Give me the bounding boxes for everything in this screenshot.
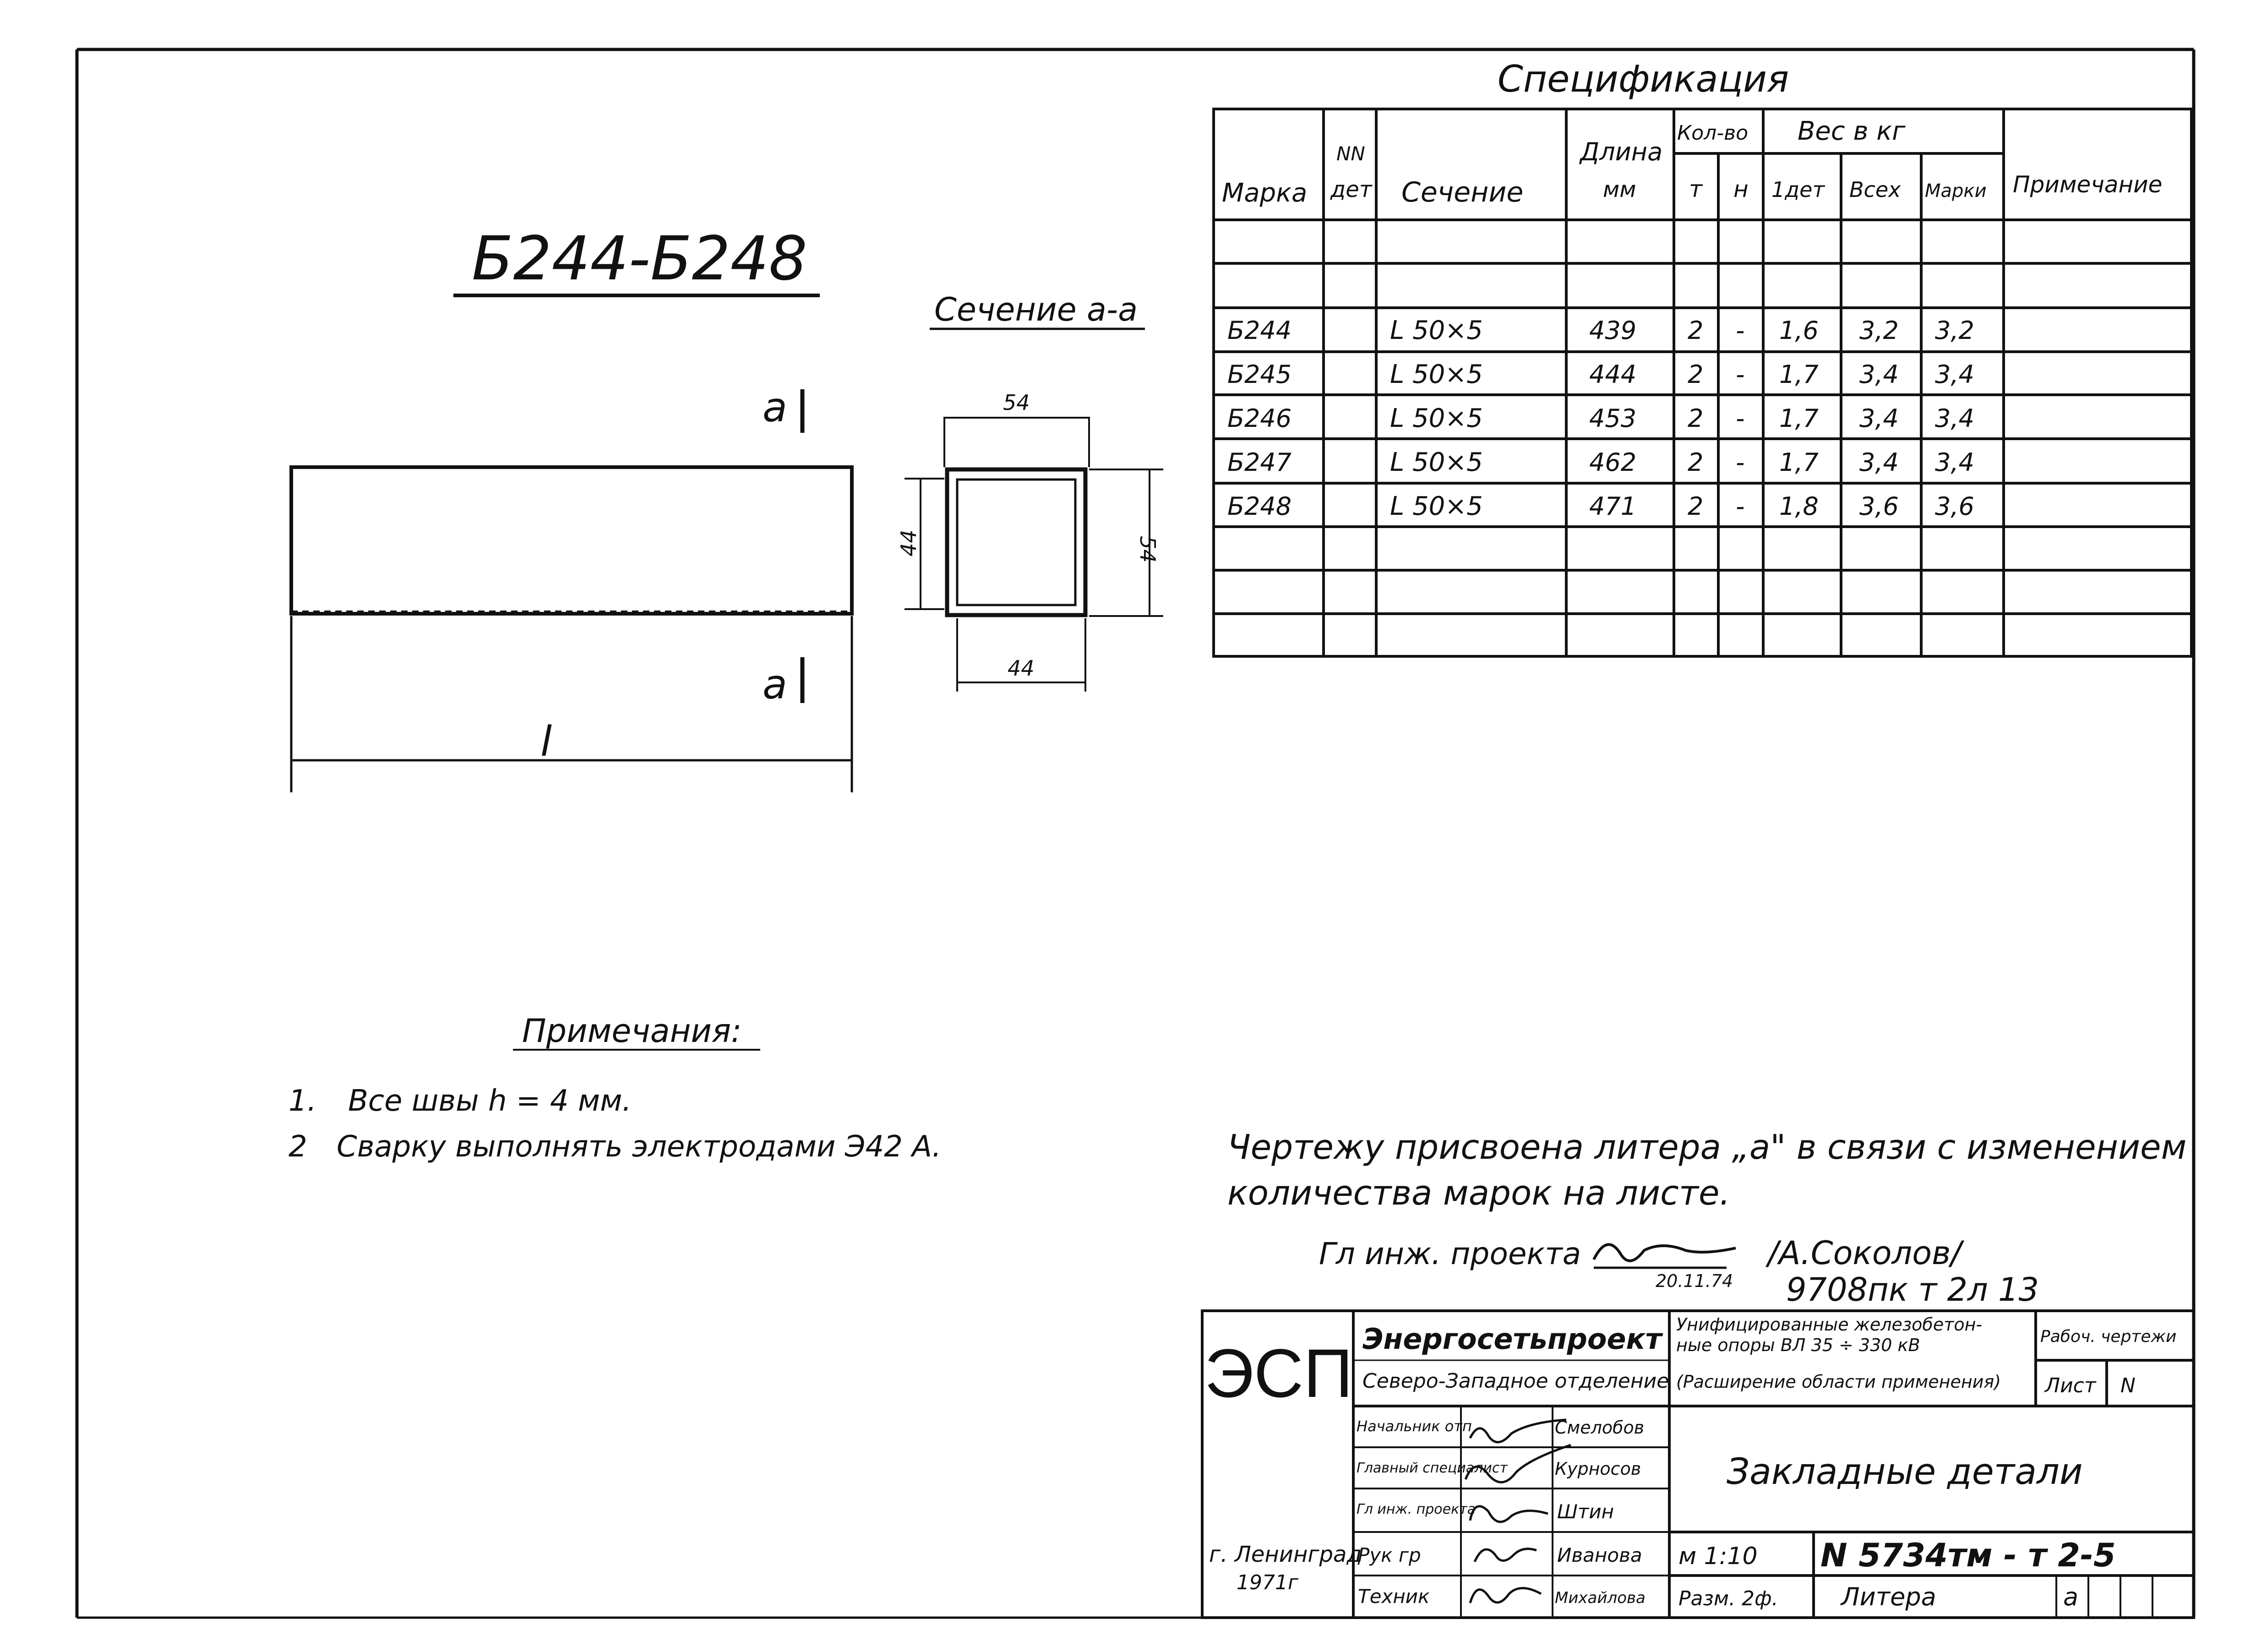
hdr-qty: Кол-во: [1677, 121, 1749, 145]
cell-wall: 3,4: [1859, 404, 1899, 433]
org-name: Энергосетьпроект: [1362, 1322, 1662, 1356]
project-line-1: Унифицированные железобетон-: [1676, 1314, 1983, 1335]
cell-n: -: [1736, 360, 1745, 389]
cell-marka: Б244: [1227, 316, 1292, 345]
spec-table: [1214, 58, 2191, 656]
revision-ref: 9708пк т 2л 13: [1786, 1271, 2039, 1309]
cell-n: -: [1736, 492, 1745, 521]
cell-wmark: 3,4: [1935, 360, 1974, 389]
org-branch: Северо-Западное отделение: [1362, 1369, 1669, 1393]
cell-section: L 50×5: [1390, 316, 1483, 345]
angle-section-outer: [947, 469, 1085, 615]
litera-value: а: [2063, 1582, 2079, 1611]
notes-heading: Примечания:: [522, 1012, 742, 1050]
section-label: Сечение а-а: [934, 291, 1138, 328]
cell-wall: 3,6: [1859, 492, 1899, 521]
cell-wmark: 3,6: [1935, 492, 1974, 521]
hdr-section: Сечение: [1401, 176, 1524, 208]
revision-date: 20.11.74: [1656, 1271, 1733, 1291]
cell-wall: 3,4: [1859, 448, 1899, 477]
cut-mark-bottom: а: [763, 661, 787, 708]
cell-t: 2: [1688, 448, 1704, 477]
hdr-wall: Всех: [1849, 177, 1901, 202]
note-1-text: Все швы h = 4 мм.: [348, 1084, 632, 1118]
n-label: N: [2120, 1374, 2136, 1397]
cell-w1: 1,7: [1779, 448, 1819, 477]
spec-rows: [1227, 316, 1974, 521]
cell-t: 2: [1688, 316, 1704, 345]
signature-4: [1475, 1549, 1537, 1562]
cell-n: -: [1736, 316, 1745, 345]
drawing-title: Б244-Б248: [472, 224, 807, 294]
elevation-view: [291, 384, 852, 792]
hdr-w1: 1дет: [1771, 177, 1825, 202]
role-4: Рук гр: [1358, 1544, 1421, 1566]
hdr-length1: Длина: [1580, 137, 1663, 166]
project-line-2: ные опоры ВЛ 35 ÷ 330 кВ: [1676, 1335, 1920, 1355]
plate-outline: [291, 467, 852, 614]
table-row: [1227, 316, 1974, 345]
dim-top: 54: [1003, 390, 1030, 415]
drawing-number: N 5734тм - т 2-5: [1820, 1537, 2116, 1574]
cell-section: L 50×5: [1390, 360, 1483, 389]
cut-mark-top: а: [763, 384, 787, 431]
litera-label: Литера: [1841, 1582, 1936, 1611]
org-logo: ЭСП: [1204, 1335, 1353, 1412]
cell-marka: Б247: [1227, 448, 1292, 477]
role-2-name: Курносов: [1555, 1459, 1641, 1479]
cell-length: 462: [1589, 448, 1637, 477]
hdr-n: н: [1733, 176, 1749, 202]
city: г. Ленинград: [1209, 1542, 1362, 1567]
cell-marka: Б245: [1227, 360, 1292, 389]
angle-section-inner: [957, 480, 1075, 605]
dim-right: 54: [1135, 536, 1160, 563]
revision-sign-role: Гл инж. проекта: [1319, 1236, 1581, 1271]
spec-title: Спецификация: [1498, 58, 1789, 100]
drawing-name: Закладные детали: [1727, 1451, 2083, 1493]
cell-wall: 3,4: [1859, 360, 1899, 389]
cell-section: L 50×5: [1390, 403, 1483, 433]
cell-wmark: 3,2: [1935, 316, 1974, 345]
cell-w1: 1,6: [1779, 316, 1819, 345]
note-2-num: 2: [289, 1130, 307, 1164]
sheet-type: Рабоч. чертежи: [2040, 1327, 2177, 1346]
revision-note: [1227, 1128, 2186, 1309]
table-row: [1227, 360, 1974, 389]
revision-signer: /А.Соколов/: [1768, 1234, 1962, 1272]
cell-section: L 50×5: [1390, 491, 1483, 521]
notes: [289, 1012, 941, 1164]
title-block: [1202, 1311, 2194, 1618]
revision-line-1: Чертежу присвоена литера „а" в связи с изменением: [1227, 1128, 2187, 1167]
role-3: Гл инж. проекта: [1357, 1501, 1476, 1517]
note-1-num: 1.: [289, 1084, 317, 1118]
cell-wmark: 3,4: [1935, 404, 1974, 433]
cell-marka: Б248: [1227, 492, 1292, 521]
cell-length: 444: [1589, 360, 1637, 389]
scale: м 1:10: [1678, 1543, 1758, 1570]
cell-length: 453: [1589, 404, 1637, 433]
cell-w1: 1,7: [1779, 360, 1819, 389]
role-1-name: Смелобов: [1555, 1418, 1645, 1438]
length-symbol: l: [540, 718, 552, 766]
table-row: [1227, 447, 1974, 477]
cell-n: -: [1736, 448, 1745, 477]
role-3-name: Штин: [1557, 1500, 1614, 1523]
cell-w1: 1,8: [1779, 492, 1819, 521]
cell-wall: 3,2: [1859, 316, 1899, 345]
role-2: Главный специалист: [1357, 1460, 1508, 1476]
hdr-wmark: Марки: [1925, 180, 1987, 202]
cell-t: 2: [1688, 404, 1704, 433]
table-row: [1227, 491, 1974, 521]
role-4-name: Иванова: [1557, 1544, 1642, 1566]
revision-line-2: количества марок на листе.: [1227, 1173, 1731, 1213]
signature-3: [1470, 1506, 1548, 1522]
hdr-length2: мм: [1603, 177, 1636, 202]
cell-length: 439: [1589, 316, 1637, 345]
spec-header: [1222, 116, 2162, 208]
dim-left: 44: [896, 529, 921, 556]
cell-w1: 1,7: [1779, 404, 1819, 433]
signature-5: [1470, 1588, 1541, 1603]
cell-n: -: [1736, 404, 1745, 433]
cell-t: 2: [1688, 492, 1704, 521]
revision-signature: [1594, 1244, 1736, 1261]
table-row: [1227, 403, 1974, 433]
hdr-t: т: [1689, 176, 1703, 202]
cell-length: 471: [1589, 492, 1637, 521]
project-line-3: (Расширение области применения): [1676, 1372, 2001, 1392]
cell-section: L 50×5: [1390, 447, 1483, 477]
hdr-marka: Марка: [1222, 178, 1308, 208]
hdr-weight: Вес в кг: [1798, 116, 1906, 146]
list-label: Лист: [2045, 1374, 2096, 1397]
year: 1971г: [1237, 1571, 1299, 1594]
role-5-name: Михайлова: [1555, 1589, 1646, 1607]
note-2-text: Сварку выполнять электродами Э42 А.: [337, 1130, 942, 1164]
format: Разм. 2ф.: [1678, 1587, 1778, 1610]
cell-t: 2: [1688, 360, 1704, 389]
role-1: Начальник отп: [1357, 1418, 1472, 1435]
role-5: Техник: [1358, 1585, 1430, 1608]
cell-wmark: 3,4: [1935, 448, 1974, 477]
cell-marka: Б246: [1227, 404, 1292, 433]
hdr-nn2: дет: [1330, 177, 1372, 202]
section-view: [896, 291, 1163, 692]
hdr-note: Примечание: [2013, 171, 2163, 198]
hdr-nn1: NN: [1336, 142, 1365, 165]
dim-bottom: 44: [1008, 656, 1035, 681]
